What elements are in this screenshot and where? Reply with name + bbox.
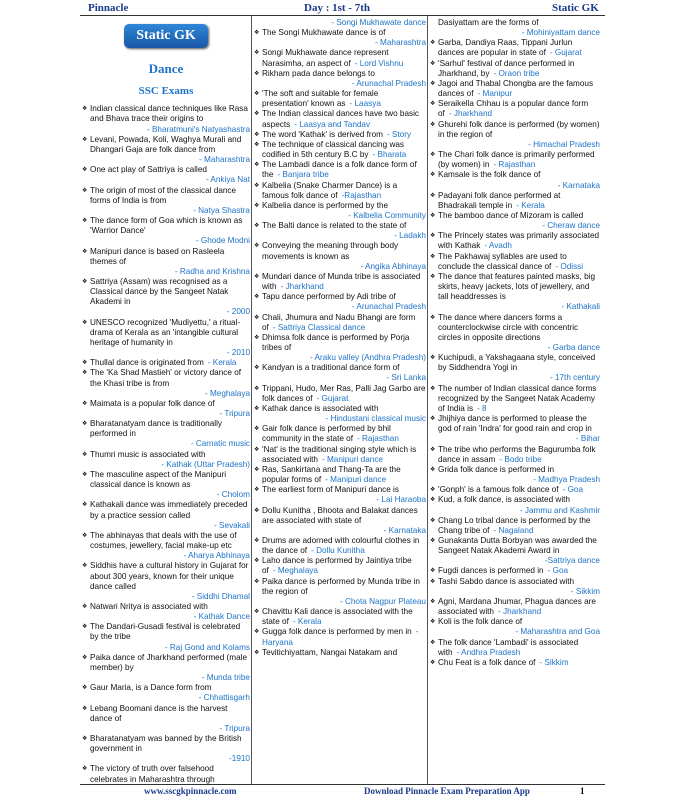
answer-text: - Raj Gond and Kolams	[164, 642, 250, 652]
question-text: Padayani folk dance performed at Bhadrakali temple in	[438, 190, 561, 210]
answer-text: - Munda tribe	[201, 673, 250, 683]
answer-text: - Rajasthan	[493, 160, 536, 170]
answer-text: - Jharkhand	[280, 282, 324, 292]
question-text: 'The soft and suitable for female presentation' known as	[262, 89, 379, 109]
qa-item	[430, 566, 600, 576]
answer-text: - Arunachal Pradesh	[351, 302, 426, 312]
question-text: The masculine aspect of the Manipuri classical dance is known as	[90, 469, 227, 490]
qa-item	[82, 358, 250, 368]
qa-item	[430, 170, 600, 190]
qa-item	[254, 577, 426, 607]
answer-text: - Aharya Abhinaya	[183, 551, 250, 561]
question-text: Jagoi and Thabal Chongba are the famous dances of	[438, 78, 594, 99]
qa-item	[82, 470, 250, 500]
question-text: Kathakali dance was immediately preceded by a practice session called	[90, 500, 248, 520]
question-text: The Dandari-Gusadi festival is celebrated by the tribe	[90, 622, 241, 642]
question-text: Paika dance is performed by Munda tribe in the region of	[262, 576, 420, 596]
qa-item	[254, 506, 426, 536]
question-text: The Chari folk dance is primarily performed (by women) in	[438, 150, 595, 170]
qa-item	[82, 247, 250, 277]
answer-text: - Cholom	[216, 490, 250, 500]
answer-text: - Nagaland	[493, 525, 534, 535]
qa-item	[82, 622, 250, 652]
question-text: Gunakanta Dutta Borbyan was awarded the Sangeet Natak Akademi Award in	[438, 535, 597, 556]
qa-item	[254, 89, 426, 109]
qa-item	[82, 318, 250, 359]
answer-text: - Arunachal Pradesh	[351, 78, 426, 88]
qa-item	[254, 241, 426, 271]
qa-item	[430, 536, 600, 566]
question-text: Kamsale is the folk dance of	[438, 170, 541, 180]
qa-item	[430, 252, 600, 272]
qa-item	[254, 181, 426, 201]
question-text: The Princely states was primarily associated with Kathak	[438, 231, 600, 251]
question-text: Ghurehi folk dance is performed (by women) in the region of	[438, 119, 600, 139]
qa-item	[430, 99, 600, 119]
question-text: The folk dance 'Lambadi' is associated with	[438, 637, 579, 657]
qa-item	[254, 404, 426, 424]
question-list-2	[254, 18, 426, 658]
question-text: 'Gonph' is a famous folk dance of	[438, 485, 559, 495]
qa-item	[430, 120, 600, 150]
qa-item	[254, 201, 426, 221]
qa-item	[82, 704, 250, 734]
column-divider-1	[251, 16, 252, 784]
question-text: Seraikella Chhau is a popular dance form of	[438, 99, 589, 119]
answer-text: - Sattriya Classical dance	[272, 322, 366, 332]
qa-item	[254, 648, 426, 658]
question-text: Gaur Maria, is a Dance form from	[90, 683, 212, 693]
answer-text: - Bodo tribe	[499, 454, 542, 464]
footer-app-promo: Download Pinnacle Exam Preparation App	[364, 786, 530, 796]
qa-item	[430, 353, 600, 383]
question-text: The Indian classical dances have two basic aspects	[262, 109, 420, 129]
answer-text: - Songi Mukhawate dance	[331, 18, 426, 27]
header-rule	[80, 15, 605, 16]
answer-text: - Banjara tribe	[277, 170, 329, 180]
question-text: The bamboo dance of Mizoram is called	[438, 210, 584, 220]
question-text: Trippani, Hudo, Mer Ras, Palli Jag Garbo are folk dances of	[262, 383, 426, 403]
answer-text: -Sattriya dance	[544, 556, 600, 566]
qa-item	[254, 485, 426, 505]
qa-item	[254, 69, 426, 89]
question-text: Sattriya (Assam) was recognised as a Classical dance by the Sangeet Natak Akademi in	[90, 276, 229, 307]
answer-text: - 2010	[226, 348, 250, 358]
answer-text: - Sri Lanka	[386, 373, 426, 383]
answer-text: - Araku valley (Andhra Pradesh)	[309, 353, 426, 363]
answer-text: - Kerala	[516, 200, 545, 210]
answer-text: - 2000	[226, 307, 250, 317]
question-text: Bharatanatyam was banned by the British government in	[90, 734, 242, 754]
answer-text: - Jammu and Kashmir	[519, 505, 600, 515]
qa-item	[82, 216, 250, 246]
answer-text: - Natya Shastra	[193, 205, 250, 215]
qa-item	[254, 28, 426, 48]
footer-website-link[interactable]: www.sscgkpinnacle.com	[144, 786, 237, 796]
answer-text: - Manipur	[477, 89, 513, 99]
answer-text: - Goa	[562, 485, 584, 495]
qa-item	[430, 577, 600, 597]
answer-text: - Dollu Kunitha	[311, 546, 365, 556]
answer-text: - Bharatmuni's Natyashastra	[146, 124, 250, 134]
question-text: Natwari Nritya is associated with	[90, 601, 208, 611]
question-text: Chavittu Kali dance is associated with the state of	[262, 607, 413, 627]
question-text: The 'Ka Shad Mastieh' or victory dance of the Khasi tribe is from	[90, 368, 242, 388]
qa-item	[82, 186, 250, 216]
question-text: Gair folk dance is performed by bhil community in the state of	[262, 424, 391, 444]
question-text: Manipuri dance is based on Rasleela themes of	[90, 246, 225, 266]
qa-item	[82, 368, 250, 398]
question-text: UNESCO recognized 'Mudiyettu,' a ritual-drama of Kerala as an 'intangible cultural heritage of humanity in	[90, 317, 241, 347]
question-text: The dance form of Goa which is known as 'Warrior Dance'	[90, 216, 243, 236]
qa-item	[430, 272, 600, 313]
answer-text: - Manipuri dance	[325, 475, 387, 485]
qa-item	[82, 531, 250, 561]
qa-item	[430, 414, 600, 444]
answer-text: - Himachal Pradesh	[528, 139, 600, 149]
answer-text: - Tripura	[219, 723, 250, 733]
answer-text: -Rajasthan	[341, 190, 382, 200]
question-text: The origin of most of the classical dance forms of India is from	[90, 185, 237, 205]
question-text: Kathak dance is associated with	[262, 403, 379, 413]
question-text: Agni, Mardana Jhumar, Phagua dances are associated with	[438, 596, 596, 617]
answer-text: - Kathak Dance	[193, 612, 250, 622]
qa-item	[430, 658, 600, 668]
question-text: The Lambadi dance is a folk dance form of the	[262, 160, 417, 180]
column-2	[254, 18, 426, 658]
qa-item	[254, 160, 426, 180]
qa-item	[430, 485, 600, 495]
question-text: Thullal dance is originated from	[90, 358, 204, 368]
answer-text: - Chhattisgarh	[198, 693, 250, 703]
answer-text: - Story	[387, 129, 412, 139]
answer-text: -1910	[229, 754, 250, 764]
answer-text: - 17th century	[549, 373, 600, 383]
question-text: Dhimsa folk dance is performed by Porja tribes of	[262, 332, 410, 352]
answer-text: - Kathakali	[561, 302, 600, 312]
answer-text: - Goa	[547, 566, 569, 576]
page-header	[0, 0, 683, 16]
answer-text: - Odissi	[555, 261, 584, 271]
answer-text: - 8	[477, 403, 487, 413]
question-text: Dollu Kunitha , Bhoota and Balakat dances are associated with state of	[262, 505, 418, 525]
qa-item	[254, 313, 426, 333]
question-text: Dasiyattam are the forms of	[438, 18, 539, 27]
qa-item	[254, 607, 426, 627]
question-text: Kud, a folk dance, is associated with	[438, 495, 570, 505]
answer-text: - Meghalaya	[204, 388, 250, 398]
qa-item	[430, 191, 600, 211]
question-text: Lebang Boomani dance is the harvest dance of	[90, 703, 228, 723]
answer-text: - Siddhi Dhamal	[191, 591, 250, 601]
answer-text: - Sikkim	[539, 657, 569, 667]
answer-text: - Kerala	[292, 617, 322, 627]
answer-text: - Karnataka	[383, 525, 426, 535]
qa-item	[430, 384, 600, 414]
question-text: The victory of truth over falsehood celebrates in Maharashtra through	[90, 764, 215, 784]
answer-text: - Lai Haraoba	[376, 495, 426, 505]
qa-item	[430, 445, 600, 465]
question-text: Ras, Sankirtana and Thang-Ta are the popular forms of	[262, 464, 401, 485]
qa-item	[430, 638, 600, 658]
qa-item	[82, 602, 250, 622]
qa-item	[254, 536, 426, 556]
answer-text: - Maharashtra and Goa	[515, 627, 600, 637]
qa-item	[82, 450, 250, 470]
answer-text: - Mohiniyattam dance	[521, 28, 600, 38]
question-text: Tashi Sabdo dance is associated with	[438, 576, 575, 586]
qa-item	[82, 764, 250, 784]
qa-item	[430, 150, 600, 170]
answer-text: - Kathak (Uttar Pradesh)	[161, 459, 250, 469]
question-list-1	[82, 104, 250, 784]
qa-item	[254, 221, 426, 241]
qa-item	[82, 419, 250, 449]
answer-text: - Meghalaya	[272, 566, 318, 576]
answer-text: - Manipuri dance	[321, 454, 383, 464]
question-text: The Balti dance is related to the state of	[262, 221, 407, 231]
qa-item	[254, 556, 426, 576]
answer-text: - Gujarat	[549, 48, 582, 58]
question-text: Siddhis have a cultural history in Gujarat for about 300 years, known for their unique dance called	[90, 561, 249, 591]
answer-text: - Cheraw dance	[542, 221, 600, 231]
question-text: The Pakhawaj syllables are used to conclude the classical dance of	[438, 251, 567, 271]
answer-text: - Bihar	[575, 434, 600, 444]
answer-text: - Gujarat	[316, 393, 349, 403]
header-subject: Static GK	[552, 2, 599, 14]
answer-text: - Garba dance	[547, 343, 600, 352]
answer-text: - Bharata	[372, 150, 407, 160]
qa-item	[254, 363, 426, 383]
page-number: 1	[580, 786, 585, 796]
header-day-range: Day : 1st - 7th	[304, 2, 370, 14]
question-text: Jhijhiya dance is performed to please the god of rain 'Indra' for good rain and crop in	[438, 414, 592, 434]
qa-item	[254, 465, 426, 485]
answer-text: - Jharkhand	[497, 607, 542, 617]
question-text: Songi Mukhawate dance represent Narasimha, an aspect of	[262, 48, 389, 68]
question-text: Drums are adorned with colourful clothes in the dance of	[262, 535, 420, 556]
question-text: Mundari dance of Munda tribe is associated with	[262, 271, 421, 292]
question-text: Kalbelia (Snake Charmer Dance) is a famous folk dance of	[262, 180, 398, 200]
question-text: Paika dance of Jharkhand performed (male member) by	[90, 652, 248, 672]
qa-item	[82, 734, 250, 764]
qa-item	[430, 38, 600, 58]
answer-text: - Jharkhand	[448, 109, 493, 119]
qa-item	[82, 277, 250, 318]
answer-text: - Ghode Modni	[195, 236, 250, 246]
question-text: Kandyan is a traditional dance form of	[262, 363, 400, 373]
qa-item	[254, 109, 426, 129]
qa-item	[82, 104, 250, 134]
question-text: Kalbelia dance is performed by the	[262, 200, 389, 210]
answer-text: - Rajasthan	[357, 434, 399, 444]
qa-item	[82, 135, 250, 165]
qa-item	[430, 211, 600, 231]
question-text: Indian classical dance techniques like Rasa and Bhava trace their origins to	[90, 104, 248, 124]
qa-item	[430, 597, 600, 617]
question-text: The number of Indian classical dance forms recognized by the Sangeet Natak Academy of India is	[438, 383, 597, 413]
qa-item	[254, 384, 426, 404]
answer-text: - Hindustani classical music	[325, 414, 426, 424]
answer-text: - Carnatic music	[190, 439, 250, 449]
answer-text: - Lord Vishnu	[354, 58, 404, 68]
answer-text: - Laasya and Tandav	[294, 119, 371, 129]
qa-item	[254, 272, 426, 292]
qa-item	[82, 399, 250, 419]
question-text: Fugdi dances is performed in	[438, 566, 544, 576]
answer-text: - Kalbelia Community	[348, 210, 426, 220]
answer-text: - Chota Nagpur Plateau	[339, 596, 426, 606]
qa-item	[254, 424, 426, 444]
qa-item	[82, 561, 250, 602]
question-text: Conveying the meaning through body movements is known as	[262, 241, 399, 261]
answer-text: - Karnataka	[557, 180, 600, 190]
question-text: Kuchipudi, a Yakshagaana style, conceived by Siddhendra Yogi in	[438, 353, 596, 373]
answer-text: - Avadh	[484, 241, 512, 251]
qa-item	[430, 617, 600, 637]
question-text: Chali, Jhumura and Nadu Bhangi are form of	[262, 312, 416, 332]
question-text: The Songi Mukhawate dance is of	[262, 28, 386, 38]
qa-item	[82, 683, 250, 703]
answer-text: - Andhra Pradesh	[456, 647, 521, 657]
answer-text: - Radha and Krishna	[174, 266, 250, 276]
static-gk-banner: Static GK	[124, 24, 208, 48]
question-text: Maimata is a popular folk dance of	[90, 398, 215, 408]
answer-text: - Sikkim	[570, 586, 600, 596]
qa-item	[430, 59, 600, 79]
question-list-3	[430, 18, 600, 668]
answer-text: - Madhya Pradesh	[533, 475, 600, 485]
question-text: Levani, Powada, Koli, Waghya Murali and Dhangari Gaja are folk dance from	[90, 134, 242, 154]
answer-text: - Ladakh	[394, 231, 426, 241]
subsection-title: SSC Exams	[138, 85, 194, 98]
question-text: 'Nat' is the traditional singing style which is associated with	[262, 444, 417, 464]
page-footer	[0, 785, 683, 800]
question-text: Gugga folk dance is performed by men in	[262, 627, 412, 637]
question-text: Tapu dance performed by Adi tribe of	[262, 292, 396, 302]
question-text: Rikham pada dance belongs to	[262, 68, 375, 78]
section-title: Dance	[148, 61, 184, 76]
question-text: The word 'Kathak' is derived from	[262, 129, 383, 139]
qa-item	[254, 130, 426, 140]
column-1	[82, 18, 250, 785]
qa-item	[430, 79, 600, 99]
header-brand: Pinnacle	[88, 2, 129, 14]
qa-item	[430, 18, 600, 38]
question-text: Tevitichiyattam, Nangai Natakam and	[262, 647, 398, 657]
qa-item	[254, 445, 426, 465]
question-text: Garba, Dandiya Raas, Tippani Jurlun dances are popular in state of	[438, 38, 573, 58]
answer-text: - Haryana	[262, 627, 419, 647]
question-text: Grida folk dance is performed in	[438, 464, 555, 474]
qa-item	[254, 292, 426, 312]
answer-text: - Maharashtra	[199, 155, 250, 165]
question-text: Bharatanatyam dance is traditionally performed in	[90, 419, 222, 439]
answer-text: - Angika Abhinaya	[360, 261, 426, 271]
qa-item	[254, 627, 426, 647]
question-text: 'Sarhul' festival of dance performed in Jharkhand, by	[438, 58, 575, 78]
question-text: Laho dance is performed by Jaintiya tribe of	[262, 556, 412, 576]
column-3	[430, 18, 600, 668]
column-divider-2	[427, 16, 428, 784]
question-text: Chu Feat is a folk dance of	[438, 657, 536, 667]
question-text: The earliest form of Manipuri dance is	[262, 485, 399, 495]
qa-item	[82, 500, 250, 530]
question-text: Koli is the folk dance of	[438, 617, 523, 627]
qa-item	[254, 18, 426, 28]
question-text: The dance where dancers forms a counterclockwise circle with concentric circles in opposite directions	[438, 312, 579, 342]
qa-item	[430, 465, 600, 485]
question-text: The dance that features painted masks, big skirts, heavy jackets, lots of jewellery, and tall headdresses is	[438, 271, 596, 302]
question-text: The tribe who performs the Bagurumba folk dance in assam	[438, 444, 596, 464]
qa-item	[254, 48, 426, 68]
answer-text: - Laasya	[349, 99, 381, 109]
question-text: Chang Lo tribal dance is performed by the Chang tribe of	[438, 515, 591, 535]
qa-item	[82, 165, 250, 185]
question-text: The technique of classical dancing was codified in 5th century B.C by	[262, 139, 404, 160]
question-text: One act play of Sattriya is called	[90, 165, 207, 175]
qa-item	[430, 231, 600, 251]
qa-item	[254, 333, 426, 363]
qa-item	[430, 516, 600, 536]
answer-text: - Tripura	[219, 409, 250, 418]
qa-item	[254, 140, 426, 160]
question-text: The abhinayas that deals with the use of costumes, jewellery, facial make-up etc	[90, 530, 237, 551]
qa-item	[430, 313, 600, 354]
answer-text: - Oraon tribe	[493, 68, 540, 78]
answer-text: - Sevakali	[214, 520, 250, 530]
answer-text: - Kerala	[207, 358, 237, 368]
answer-text: - Ankiya Nat	[205, 175, 250, 185]
answer-text: - Maharashtra	[375, 38, 426, 48]
qa-item	[82, 653, 250, 683]
qa-item	[430, 495, 600, 515]
question-text: Thumri music is associated with	[90, 449, 206, 459]
